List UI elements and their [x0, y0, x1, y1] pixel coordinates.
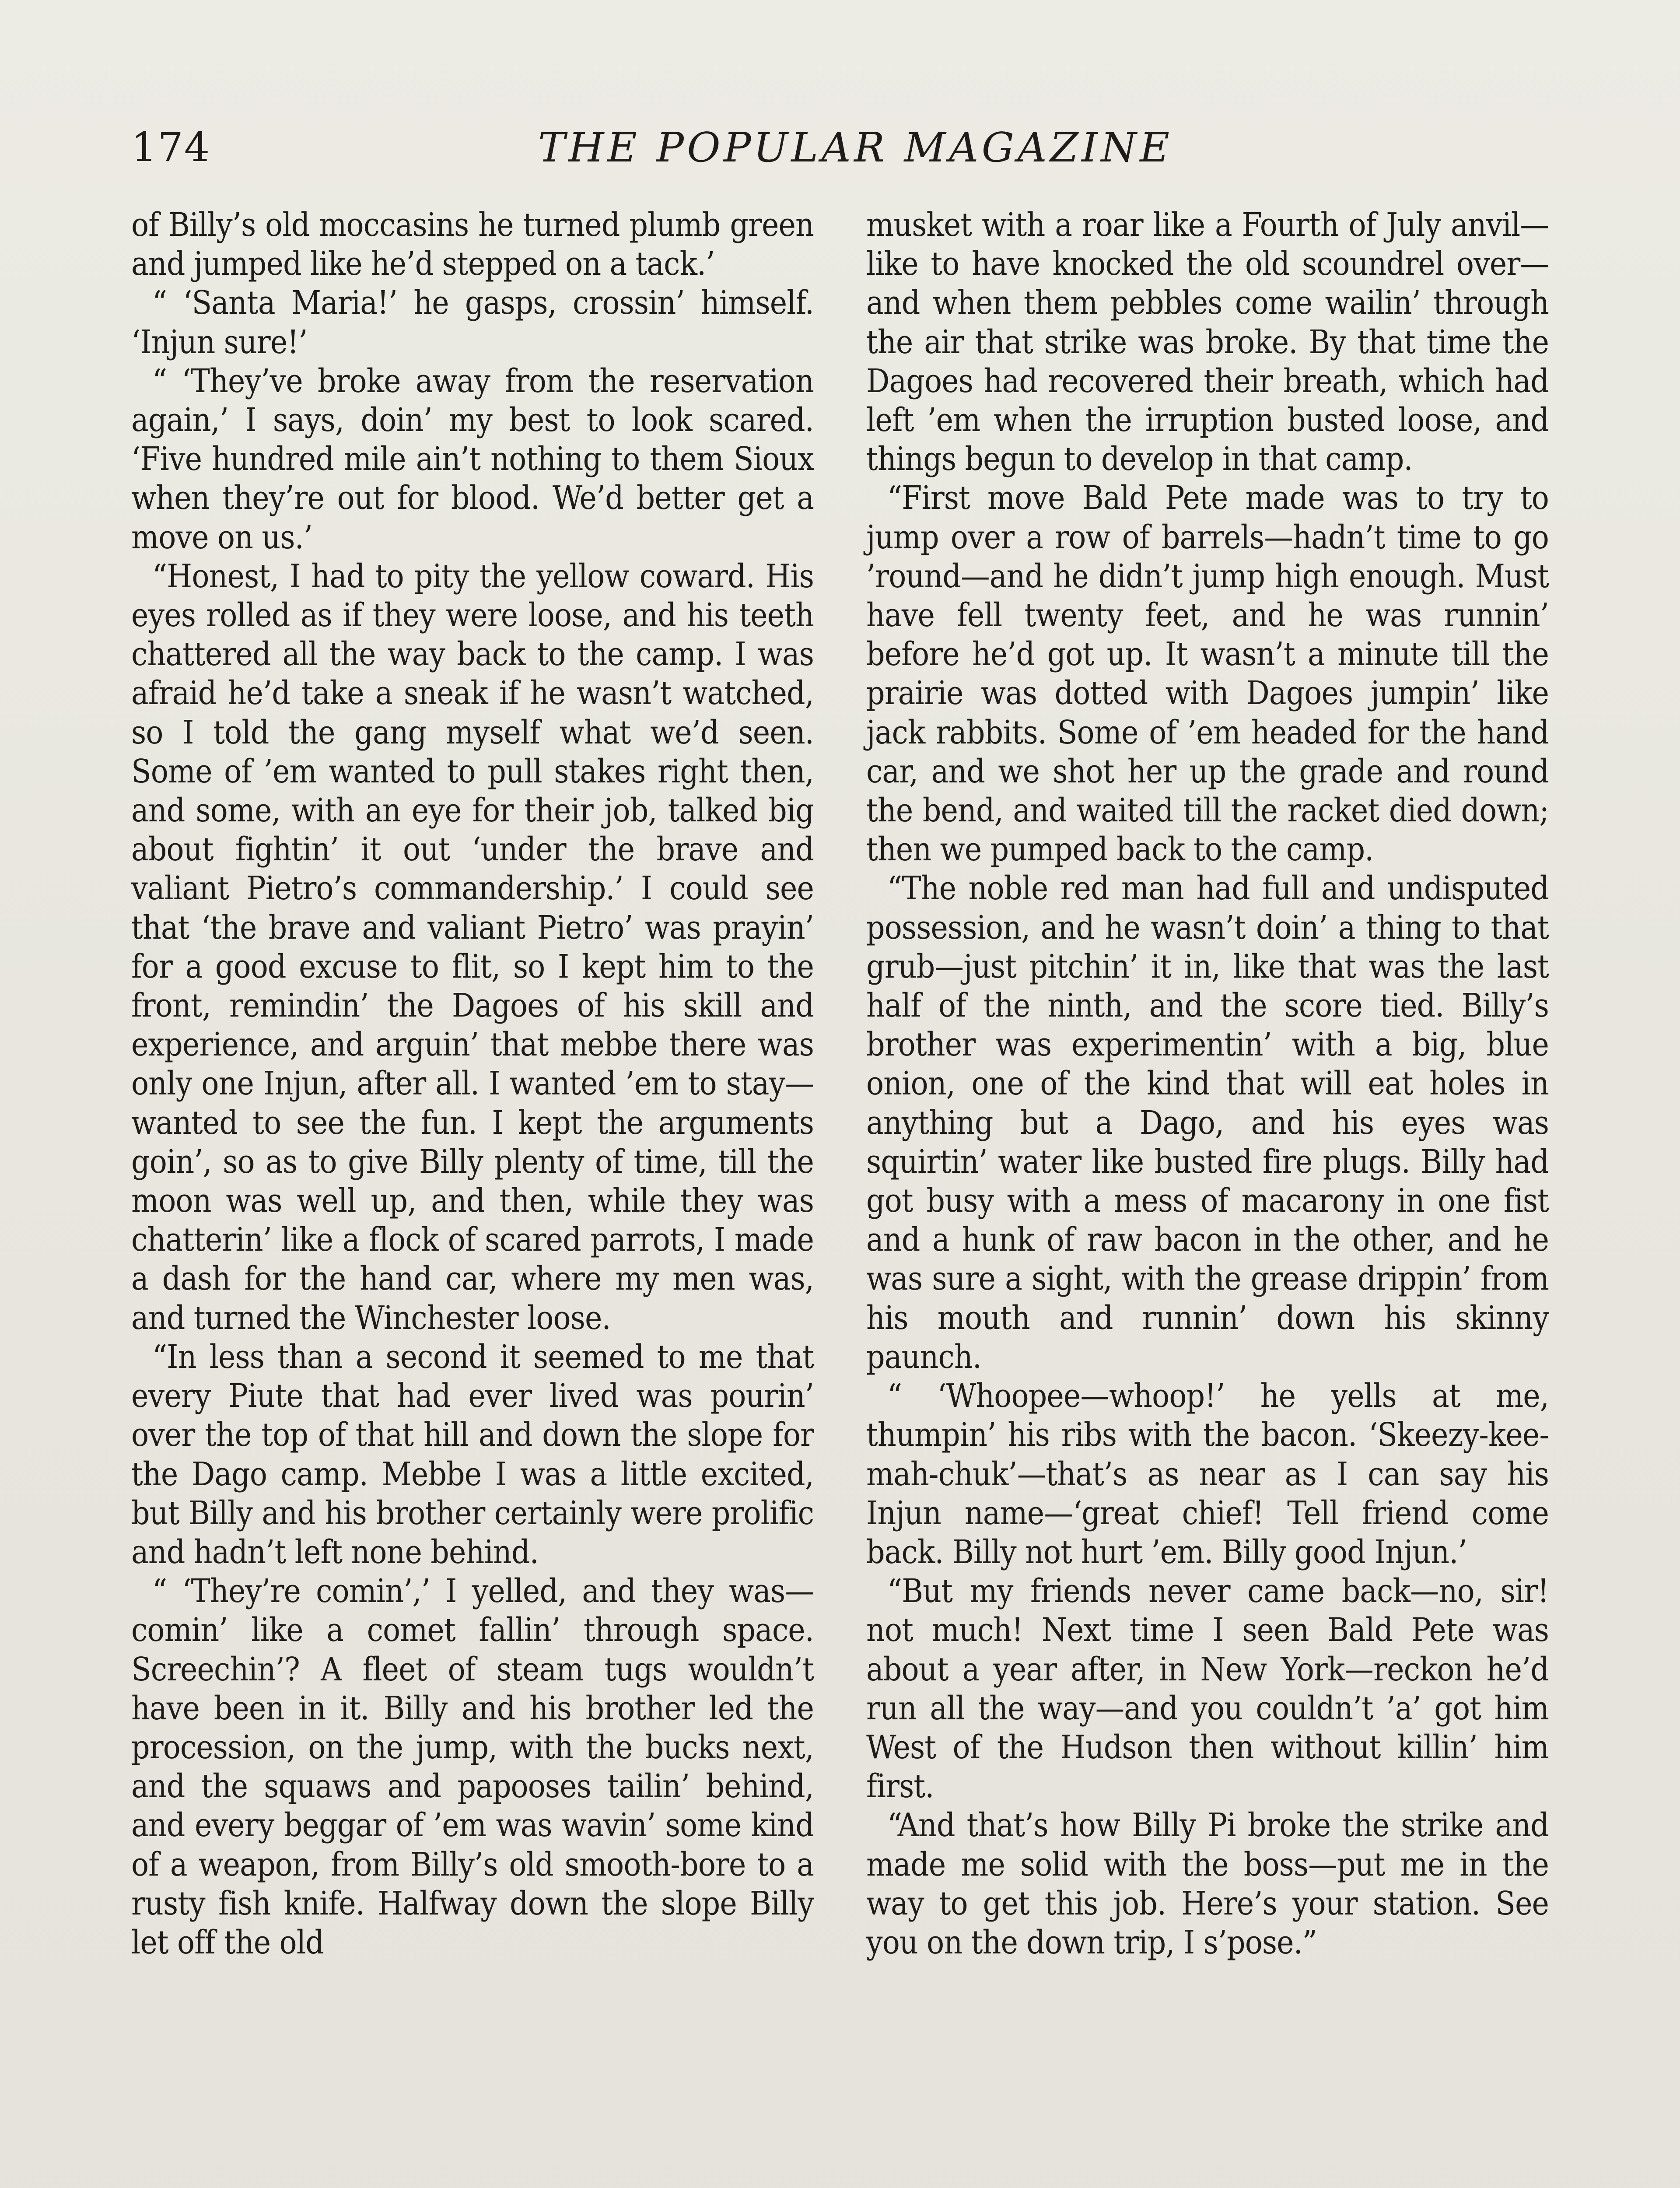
- paragraph: “ ‘Whoopee—whoop!’ he yells at me, thumpin’ his ribs with the bacon. ‘Skeezy-kee-mah-chuk’—that’s as near as I can say his Injun name—‘great chief! Tell friend come back. Billy not hurt ’em. Billy good Injun.’: [866, 1377, 1549, 1571]
- paragraph: “But my friends never came back—no, sir! not much! Next time I seen Bald Pete was about a year after, in New York—reckon he’d run all the way—and you couldn’t ’a’ got him West of the Hudson then without killin’ him first.: [866, 1572, 1549, 1806]
- paragraph: “Honest, I had to pity the yellow coward. His eyes rolled as if they were loose, and his teeth chattered all the way back to the camp. I was afraid he’d take a sneak if he wasn’t watched, so I told the gang myself what we’d seen. Some of ’em wanted to pull stakes right then, and some, with an eye for their job, talked big about fightin’ it out ‘under the brave and valiant Pietro’s commandership.’ I could see that ‘the brave and valiant Pietro’ was prayin’ for a good excuse to flit, so I kept him to the front, remindin’ the Dagoes of his skill and experience, and arguin’ that mebbe there was only one Injun, after all. I wanted ’em to stay—wanted to see the fun. I kept the arguments goin’, so as to give Billy plenty of time, till the moon was well up, and then, while they was chatterin’ like a flock of scared parrots, I made a dash for the hand car, where my men was, and turned the Winchester loose.: [131, 557, 814, 1337]
- paragraph: “In less than a second it seemed to me that every Piute that had ever lived was pourin’ over the top of that hill and down the slope for the Dago camp. Mebbe I was a little excited, but Billy and his brother certainly were prolific and hadn’t left none behind.: [131, 1338, 814, 1571]
- left-column: [131, 206, 814, 1962]
- paragraph: “ ‘They’re comin’,’ I yelled, and they was—comin’ like a comet fallin’ through space. Screechin’? A fleet of steam tugs wouldn’t have been in it. Billy and his brother led the procession, on the jump, with the bucks next, and the squaws and papooses tailin’ behind, and every beggar of ’em was wavin’ some kind of a weapon, from Billy’s old smooth-bore to a rusty fish knife. Halfway down the slope Billy let off the old: [131, 1572, 814, 1961]
- page-number: 174: [131, 124, 211, 171]
- paragraph: musket with a roar like a Fourth of July anvil—like to have knocked the old scoundrel over—and when them pebbles come wailin’ through the air that strike was broke. By that time the Dagoes had recovered their breath, which had left ’em when the irruption busted loose, and things begun to develop in that camp.: [866, 206, 1549, 478]
- paragraph: “First move Bald Pete made was to try to jump over a row of barrels—hadn’t time to go ’round—and he didn’t jump high enough. Must have fell twenty feet, and he was runnin’ before he’d got up. It wasn’t a minute till the prairie was dotted with Dagoes jumpin’ like jack rabbits. Some of ’em headed for the hand car, and we shot her up the grade and round the bend, and waited till the racket died down; then we pumped back to the camp.: [866, 479, 1549, 869]
- page-header: [131, 119, 1553, 180]
- paragraph: “The noble red man had full and undisputed possession, and he wasn’t doin’ a thing to that grub—just pitchin’ it in, like that was the last half of the ninth, and the score tied. Billy’s brother was experimentin’ with a big, blue onion, one of the kind that will eat holes in anything but a Dago, and his eyes was squirtin’ water like busted fire plugs. Billy had got busy with a mess of macarony in one fist and a hunk of raw bacon in the other, and he was sure a sight, with the grease drippin’ from his mouth and runnin’ down his skinny paunch.: [866, 870, 1549, 1376]
- running-head: THE POPULAR MAGAZINE: [538, 124, 1173, 171]
- right-column: [866, 206, 1549, 1962]
- paragraph: “ ‘They’ve broke away from the reservation again,’ I says, doin’ my best to look scared. ‘Five hundred mile ain’t nothing to them Sioux when they’re out for blood. We’d better get a move on us.’: [131, 362, 814, 556]
- paragraph: “And that’s how Billy Pi broke the strike and made me solid with the boss—put me in the way to get this job. Here’s your station. See you on the down trip, I s’pose.”: [866, 1806, 1549, 1961]
- paragraph: of Billy’s old moccasins he turned plumb green and jumped like he’d stepped on a tack.’: [131, 206, 814, 283]
- paragraph: “ ‘Santa Maria!’ he gasps, crossin’ himself. ‘Injun sure!’: [131, 284, 814, 361]
